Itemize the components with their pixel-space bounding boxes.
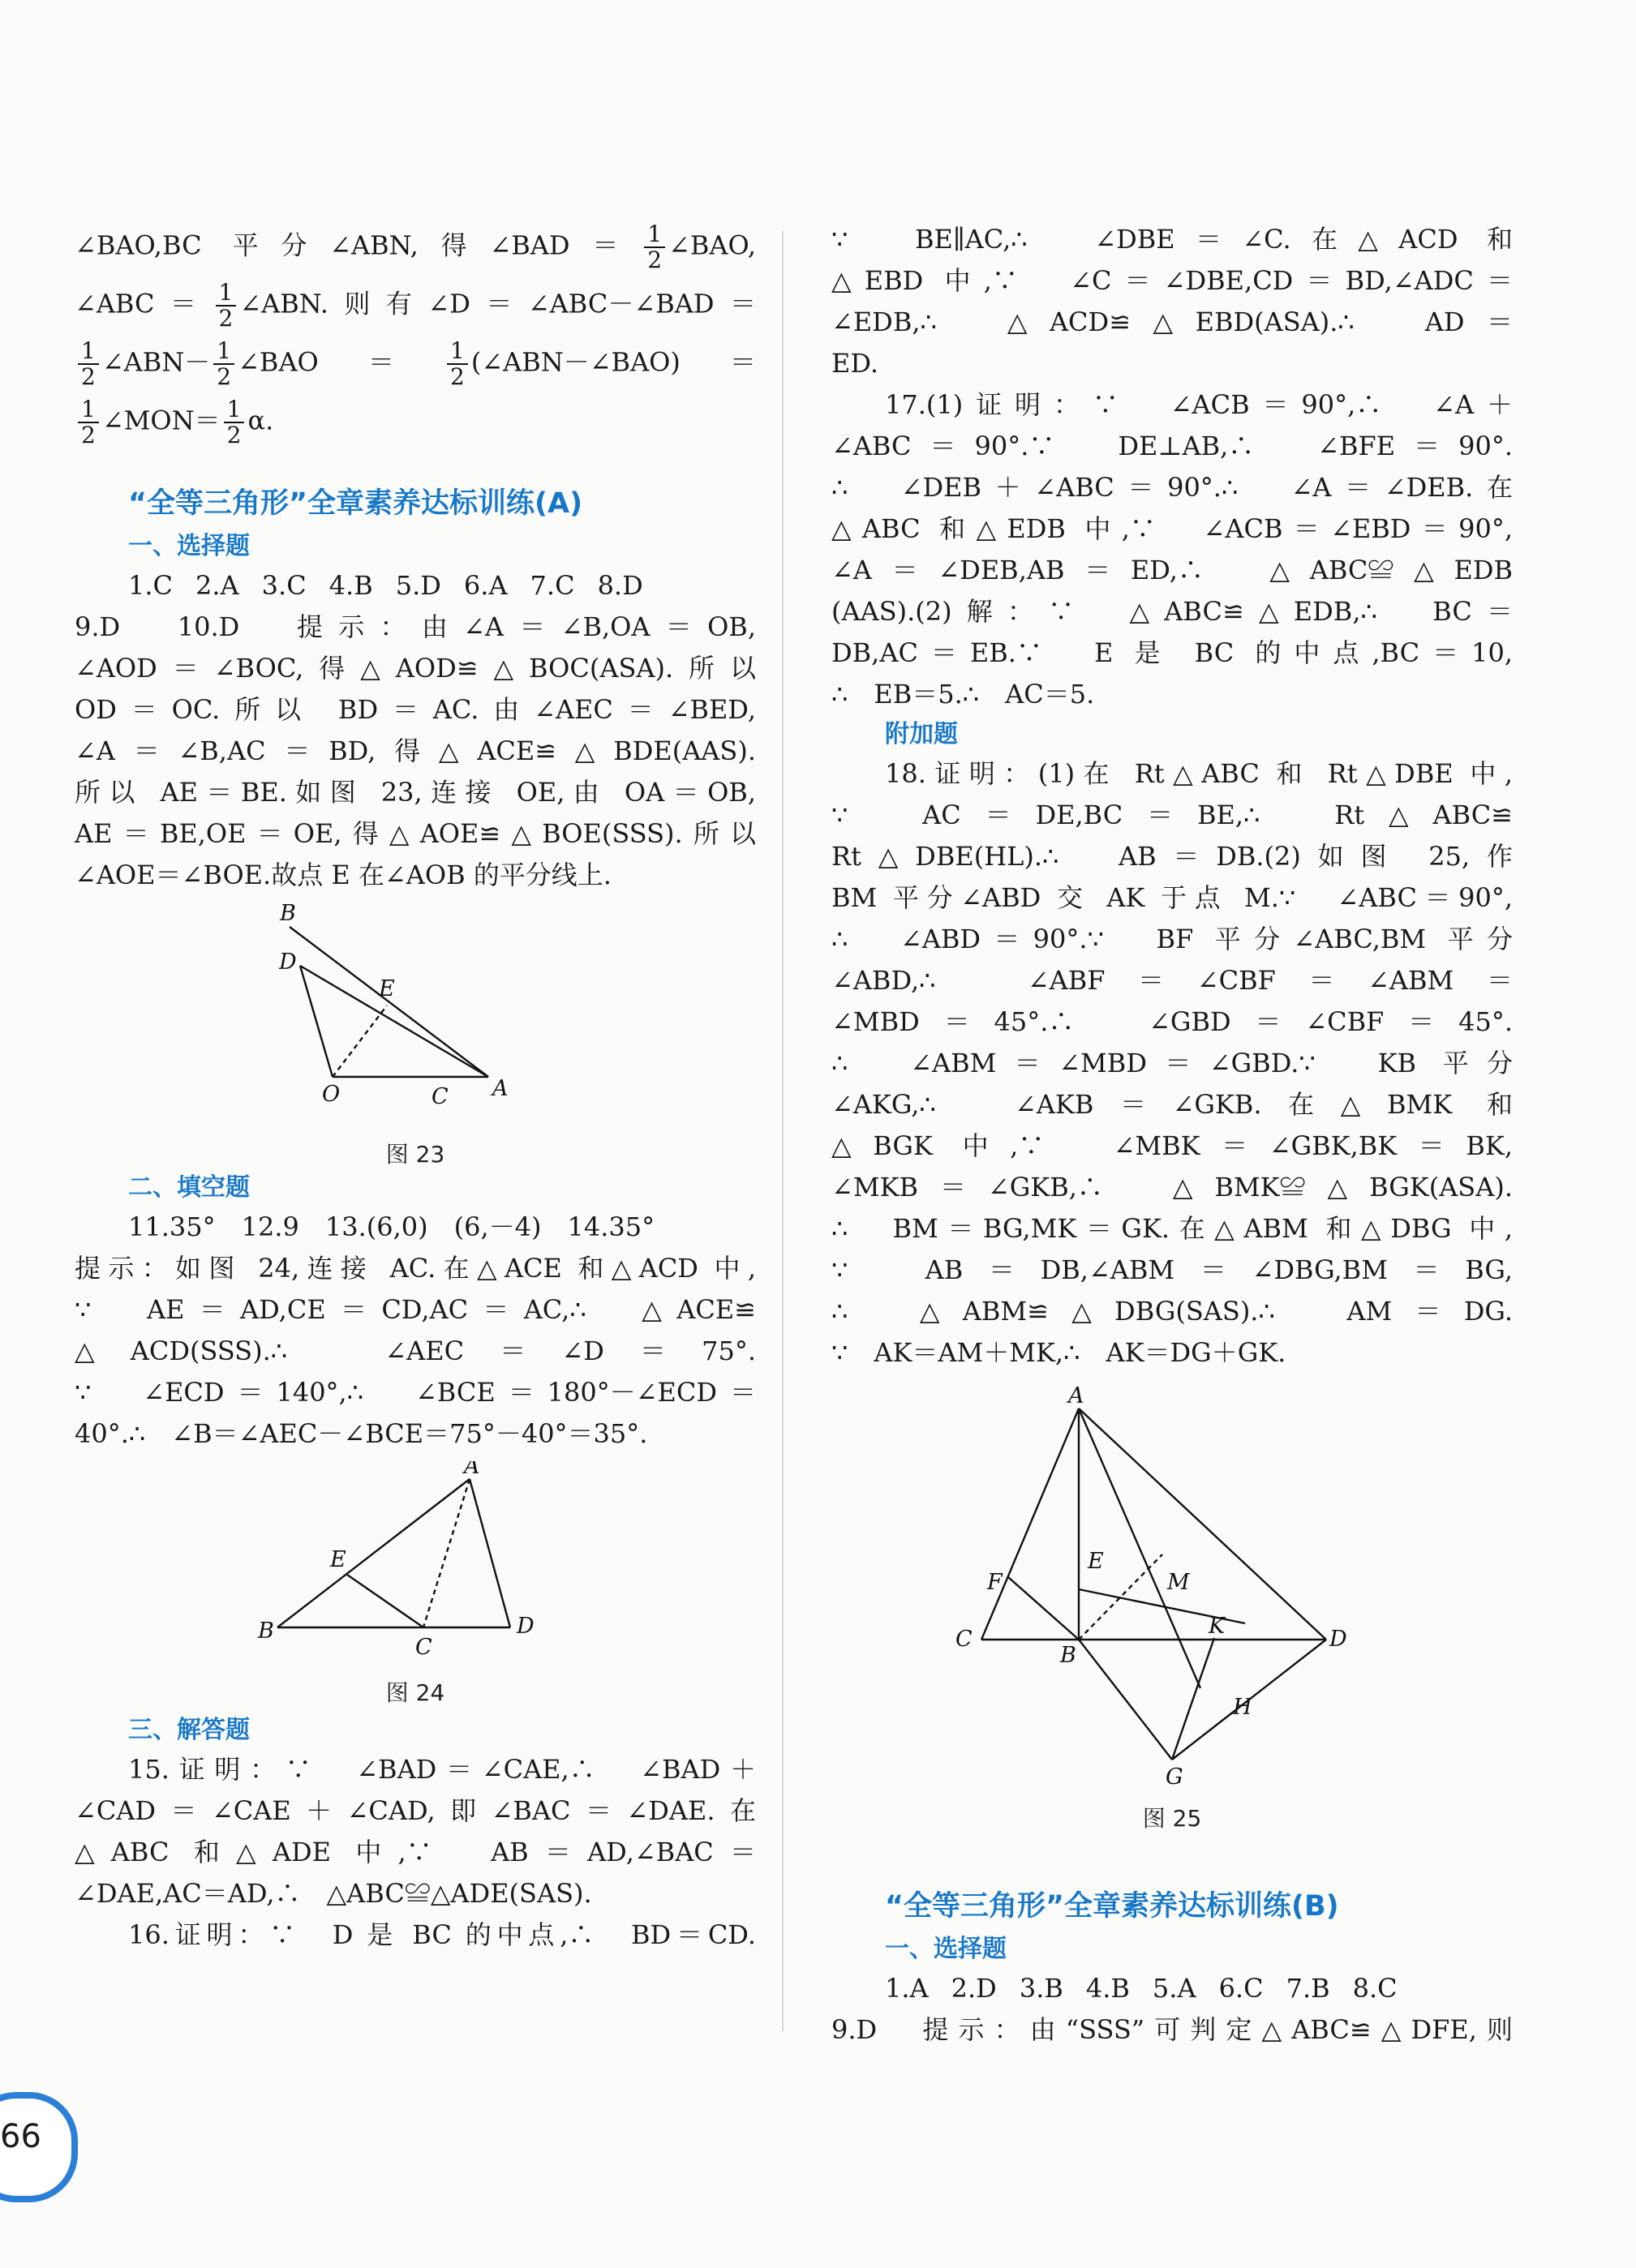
figure-24-diagram (75, 1461, 756, 1660)
text-line: 提示：如图 24,连接 AC.在△ACE 和△ACD 中, (75, 1253, 756, 1284)
text-line: ∴ ∠ABM＝∠MBD＝∠GBD.∵ KB 平分 (831, 1048, 1513, 1078)
section-title-b: “全等三角形”全章素养达标训练(B) (885, 1890, 1339, 1923)
text-line: ∵ AC＝DE,BC＝BE,∴ Rt△ABC≌ (831, 800, 1513, 830)
text-line: 40°.∴ ∠B＝∠AEC－∠BCE＝75°－40°＝35°. (75, 1418, 648, 1449)
text-line: △BGK 中,∵ ∠MBK＝∠GBK,BK＝BK, (831, 1130, 1513, 1161)
answer: 2.D (951, 1973, 997, 2004)
label-A: A (464, 1461, 480, 1479)
text-line: ∴ ∠ABD＝90°.∵ BF 平分∠ABC,BM 平分 (831, 924, 1513, 954)
label-F: F (987, 1570, 1003, 1595)
text-line: ∠ABC＝90°.∵ DE⊥AB,∴ ∠BFE＝90°. (831, 431, 1513, 461)
heading-fill-in: 二、填空题 (128, 1173, 250, 1202)
text-line: ∠AKG,∴ ∠AKB＝∠GKB.在△BMK 和 (831, 1089, 1513, 1120)
fraction-denominator: 2 (226, 422, 242, 448)
fraction-numerator: 1 (216, 281, 237, 307)
column-divider (782, 231, 784, 2031)
text-line: ∠DAE,AC＝AD,∴ △ABC≌△ADE(SAS). (75, 1878, 592, 1909)
text-line: ∠A＝∠DEB,AB＝ED,∴ △ABC≌△EDB (831, 555, 1513, 585)
fraction-denominator: 2 (449, 363, 465, 390)
heading-solutions: 三、解答题 (128, 1716, 250, 1744)
text-line: AE＝BE,OE＝OE,得△AOE≌△BOE(SSS).所以 (75, 818, 756, 849)
text-line: ∠BAO,BC 平分∠ABN,得∠BAD＝ $\frac{1}{2}$ ∠BAO, (75, 221, 756, 273)
section-title-a: “全等三角形”全章素养达标训练(A) (128, 487, 583, 520)
text-line: ∵ AK＝AM＋MK,∴ AK＝DG＋GK. (831, 1337, 1286, 1368)
label-C: C (955, 1627, 973, 1652)
fraction-numerator: 1 (78, 397, 99, 423)
figure-24 (75, 1461, 756, 1704)
text-line: 18.证明：(1)在 Rt△ABC 和 Rt△DBE 中, (885, 758, 1513, 789)
figure-caption: 图 24 (385, 1679, 445, 1706)
text-line: Rt△DBE(HL).∴ AB＝DB.(2)如图 25,作 (831, 841, 1513, 872)
figure-23-diagram (75, 902, 756, 1121)
fraction-numerator: 1 (213, 339, 234, 365)
answer: 4.B (328, 570, 373, 601)
answer: 1.A (885, 1973, 929, 2004)
fraction-denominator: 2 (217, 363, 232, 390)
text-line: ED. (831, 348, 879, 379)
label-K: K (1209, 1614, 1226, 1639)
text-line: 9.D 提示：由“SSS”可判定△ABC≌△DFE,则 (831, 2014, 1513, 2045)
figure-25 (831, 1380, 1513, 1834)
fraction-half (78, 397, 99, 448)
fraction-numerator: 1 (447, 339, 468, 365)
text-line: △ABC 和△EDB 中,∵ ∠ACB＝∠EBD＝90°, (831, 513, 1513, 544)
heading-extra: 附加题 (885, 720, 958, 748)
text-line: OD＝OC.所以 BD＝AC.由∠AEC＝∠BED, (75, 694, 756, 725)
text-line: ∴ EB＝5.∴ AC＝5. (831, 679, 1095, 710)
fraction-half (447, 339, 468, 389)
label-D: D (1329, 1627, 1347, 1652)
fraction-denominator: 2 (647, 247, 663, 273)
text-line: 15.证明：∵ ∠BAD＝∠CAE,∴ ∠BAD＋ (128, 1754, 756, 1785)
heading-multiple-choice: 一、选择题 (128, 532, 250, 560)
text-line: ∴ BM＝BG,MK＝GK.在△ABM 和△DBG 中, (831, 1213, 1513, 1244)
label-B: B (280, 902, 296, 926)
text-line: △EBD 中,∵ ∠C＝∠DBE,CD＝BD,∠ADC＝ (831, 265, 1513, 296)
text-line: ∠AOE＝∠BOE.故点 E 在∠AOB 的平分线上. (75, 860, 612, 890)
answer-row (831, 1968, 1513, 2009)
answer-row (75, 565, 756, 607)
label-M: M (1167, 1570, 1190, 1595)
text-line: $\frac{1}{2}$ ∠MON＝ $\frac{1}{2}$ α. (75, 394, 756, 452)
answer: 3.C (261, 570, 307, 601)
label-C: C (415, 1635, 432, 1660)
text-line: ∵ AB＝DB,∠ABM＝∠DBG,BM＝BG, (831, 1254, 1513, 1285)
text-line: ∠A＝∠B,AC＝BD,得△ACE≌△BDE(AAS). (75, 735, 756, 766)
label-C: C (432, 1084, 449, 1109)
label-G: G (1166, 1764, 1183, 1786)
left-column (75, 219, 756, 1956)
answer: 2.A (195, 570, 239, 601)
label-B: B (258, 1618, 274, 1644)
fraction-half (224, 397, 245, 448)
label-E: E (1088, 1549, 1104, 1574)
answer: 8.C (1352, 1973, 1398, 2004)
answer: 5.A (1152, 1973, 1196, 2004)
text-line: 16.证明：∵ D 是 BC 的中点,∴ BD＝CD. (128, 1919, 756, 1950)
text-line: DB,AC＝EB.∵ E 是 BC 的中点,BC＝10, (831, 637, 1513, 668)
text-line: ∠ABD,∴ ∠ABF＝∠CBF＝∠ABM＝ (831, 965, 1513, 996)
text-line: (AAS).(2)解：∵ △ABC≌△EDB,∴ BC＝ (831, 596, 1513, 627)
answer: 3.B (1019, 1973, 1063, 2004)
figure-caption: 图 23 (385, 1141, 445, 1168)
fraction-numerator: 1 (224, 397, 245, 423)
text-line: ∠ABC＝ $\frac{1}{2}$ ∠ABN.则有∠D＝∠ABC－∠BAD＝ (75, 279, 756, 332)
heading-multiple-choice: 一、选择题 (885, 1935, 1007, 1963)
text-line: 所以 AE＝BE.如图 23,连接 OE,由 OA＝OB, (75, 777, 756, 808)
fraction-numerator: 1 (78, 339, 99, 365)
text-line: ∠MKB＝∠GKB,∴ △BMK≌△BGK(ASA). (831, 1172, 1513, 1203)
figure-23 (75, 902, 756, 1168)
fraction-denominator: 2 (218, 305, 234, 332)
answer: 6.A (463, 570, 508, 601)
answer: 7.B (1286, 1973, 1330, 2004)
answer: 6.C (1218, 1973, 1264, 2004)
text-line: △ABC 和△ADE 中,∵ AB＝AD,∠BAC＝ (75, 1837, 756, 1867)
text-line: ∵ AE＝AD,CE＝CD,AC＝AC,∴ △ACE≌ (75, 1294, 756, 1325)
text-line: △ACD(SSS).∴ ∠AEC＝∠D＝75°. (75, 1336, 756, 1366)
text-line: 17.(1)证明：∵ ∠ACB＝90°,∴ ∠A＋ (885, 389, 1513, 420)
text-line: ∠MBD＝45°.∴ ∠GBD＝∠CBF＝45°. (831, 1006, 1513, 1037)
figure-caption: 图 25 (1142, 1805, 1202, 1832)
text-line: $\frac{1}{2}$ ∠ABN－ $\frac{1}{2}$ ∠BAO＝ $\frac{1}{2}$ (∠ABN－∠BAO)＝ (75, 336, 756, 394)
text-line: ∵ ∠ECD＝140°,∴ ∠BCE＝180°－∠ECD＝ (75, 1377, 756, 1408)
right-column (831, 219, 1513, 2051)
answer: 1.C (128, 570, 174, 601)
fraction-half (78, 339, 99, 389)
text-line: ∴ ∠DEB＋∠ABC＝90°.∴ ∠A＝∠DEB.在 (831, 472, 1513, 503)
text-line: ∵ BE∥AC,∴ ∠DBE＝∠C.在△ACD 和 (831, 224, 1513, 255)
text-line: ∠EDB,∴ △ACD≌△EBD(ASA).∴ AD＝ (831, 307, 1513, 337)
label-H: H (1233, 1695, 1252, 1720)
label-O: O (322, 1082, 341, 1107)
label-E: E (379, 976, 395, 1001)
label-D: D (279, 950, 297, 975)
fraction-half (213, 339, 234, 389)
fraction-numerator: 1 (644, 222, 665, 248)
figure-25-diagram (831, 1380, 1513, 1786)
fraction-denominator: 2 (81, 363, 96, 390)
text-line: 9.D 10.D 提示：由∠A＝∠B,OA＝OB, (75, 611, 756, 642)
fraction-denominator: 2 (81, 422, 96, 448)
fraction-half (216, 281, 237, 331)
text-line: 11.35° 12.9 13.(6,0) (6,－4) 14.35° (128, 1211, 655, 1242)
text-line: ∠AOD＝∠BOC,得△AOD≌△BOC(ASA).所以 (75, 653, 756, 684)
label-B: B (1060, 1643, 1076, 1668)
label-A: A (1068, 1383, 1084, 1408)
fraction-half (644, 222, 665, 272)
text-line: ∠CAD＝∠CAE＋∠CAD,即∠BAC＝∠DAE.在 (75, 1795, 756, 1826)
text-line: BM 平分∠ABD 交 AK 于点 M.∵ ∠ABC＝90°, (831, 882, 1513, 913)
answer: 8.D (597, 570, 643, 601)
label-E: E (330, 1547, 346, 1572)
label-D: D (517, 1614, 535, 1639)
page-number: 66 (0, 2118, 41, 2155)
answer: 7.C (530, 570, 575, 601)
answer: 5.D (395, 570, 441, 601)
text-line: ∴ △ABM≌△DBG(SAS).∴ AM＝DG. (831, 1296, 1513, 1327)
label-A: A (492, 1076, 509, 1101)
answer: 4.B (1085, 1973, 1130, 2004)
